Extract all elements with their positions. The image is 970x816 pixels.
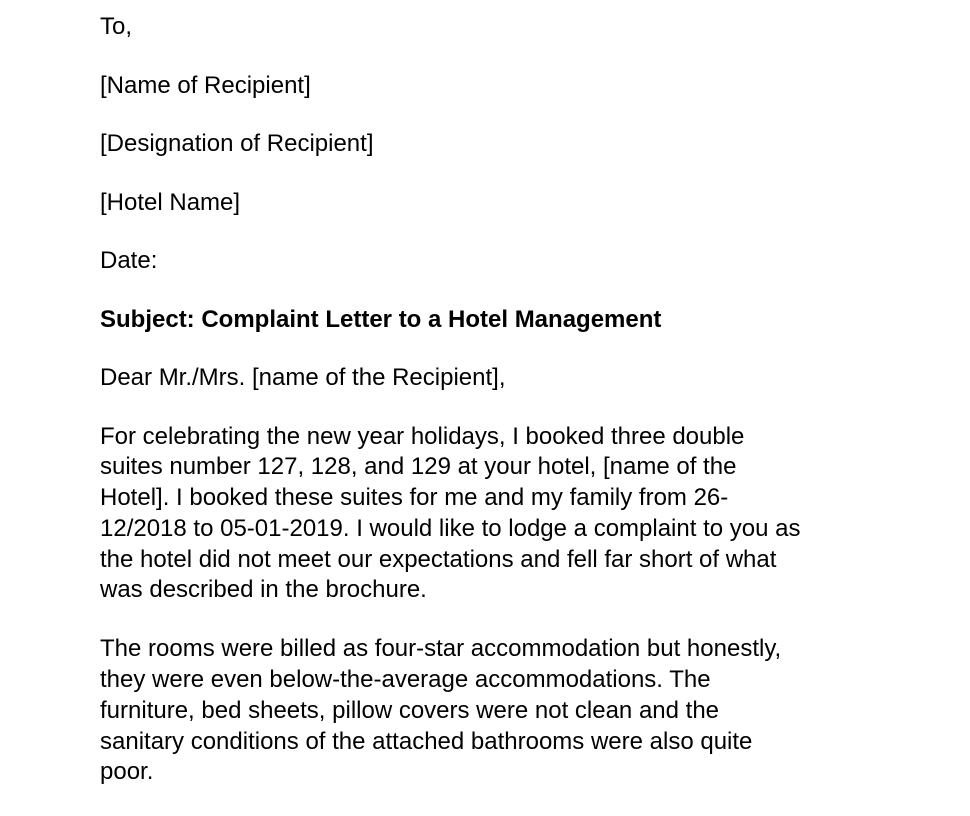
paragraph-2-line: The rooms were billed as four-star accommodation but honestly, <box>100 635 782 663</box>
paragraph-2-line: they were even below-the-average accommodations. The <box>100 666 711 694</box>
paragraph-1-line: the hotel did not meet our expectations and fell far short of what <box>100 545 777 573</box>
paragraph-1-line: For celebrating the new year holidays, I booked three double <box>100 422 745 450</box>
paragraph-1-line: Hotel]. I booked these suites for me and my family from 26- <box>100 484 729 512</box>
recipient-designation: [Designation of Recipient] <box>100 130 374 157</box>
paragraph-2 <box>100 634 900 788</box>
to-line: To, <box>100 13 133 40</box>
salutation: Dear Mr./Mrs. [name of the Recipient], <box>100 364 506 391</box>
paragraph-2-line: furniture, bed sheets, pillow covers were not clean and the <box>100 696 720 724</box>
letter-body <box>100 12 900 816</box>
hotel-name: [Hotel Name] <box>100 188 241 216</box>
date-line: Date: <box>100 247 158 274</box>
recipient-name: [Name of Recipient] <box>100 71 311 99</box>
paragraph-2-line: sanitary conditions of the attached bathrooms were also quite <box>100 727 753 755</box>
paragraph-2-line: poor. <box>100 758 154 786</box>
paragraph-1-line: was described in the brochure. <box>100 576 427 604</box>
paragraph-1-line: suites number 127, 128, and 129 at your hotel, [name of the <box>100 453 737 481</box>
subject-line: Subject: Complaint Letter to a Hotel Management <box>100 305 662 333</box>
paragraph-1 <box>100 422 900 607</box>
paragraph-1-line: 12/2018 to 05-01-2019. I would like to lodge a complaint to you as <box>100 514 801 542</box>
